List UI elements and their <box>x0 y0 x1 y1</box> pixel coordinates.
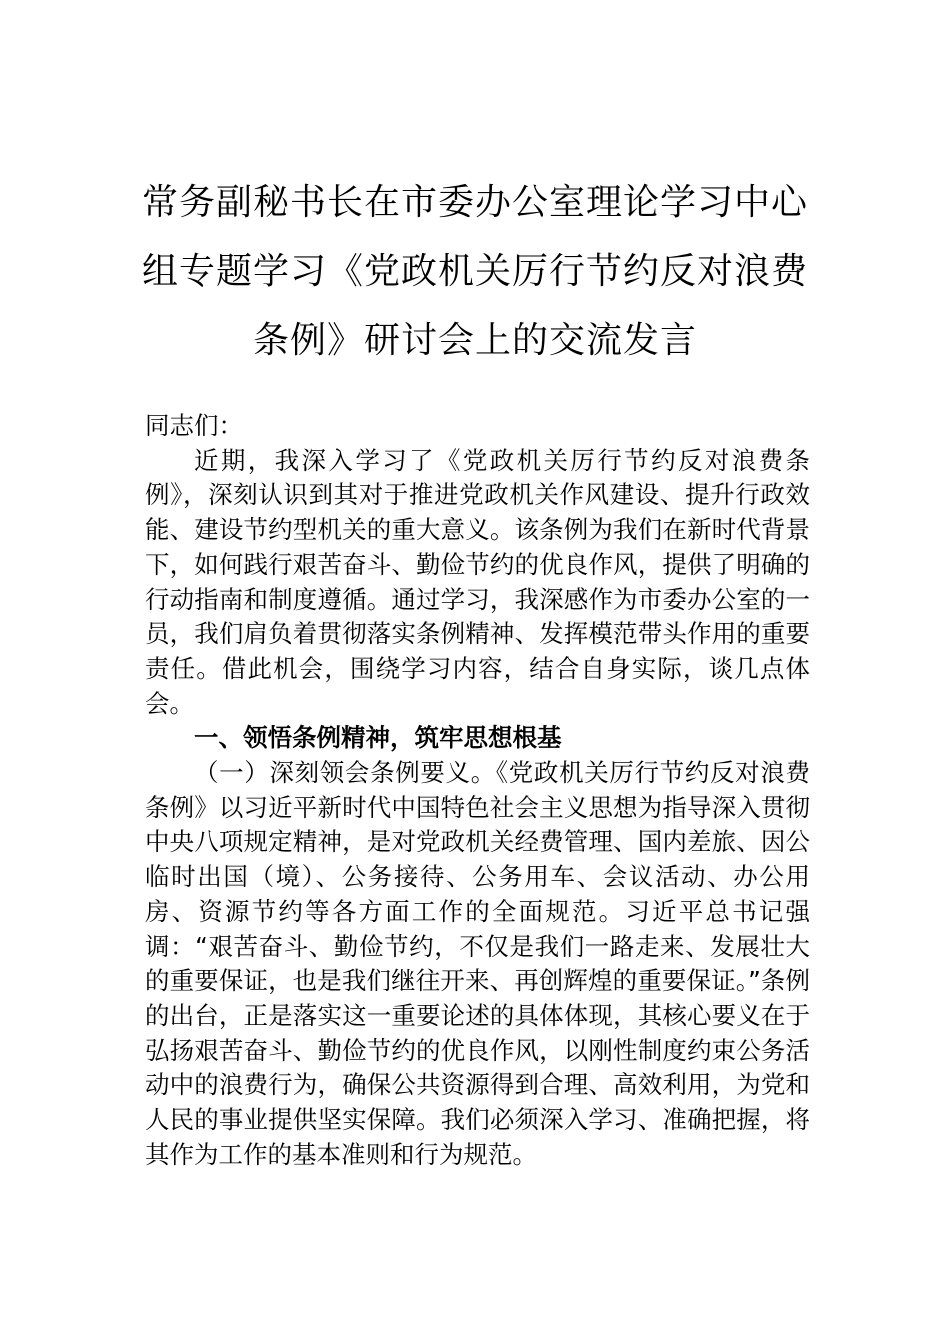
document-body <box>145 409 810 1172</box>
title-line-3: 条例》研讨会上的交流发言 <box>252 320 697 361</box>
title-line-1: 常务副秘书长在市委办公室理论学习中心 <box>141 182 808 223</box>
subsection-paragraph: （一）深刻领会条例要义。《党政机关厉行节约反对浪费条例》以习近平新时代中国特色社会主义思想为指导深入贯彻中央八项规定精神，是对党政机关经费管理、国内差旅、因公临时出国（境）、公务接待、公务用车、会议活动、办公用房、资源节约等各方面工作的全面规范。习近平总书记强调：“艰苦奋斗、勤俭节约，不仅是我们一路走来、发展壮大的重要保证，也是我们继往开来、再创辉煌的重要保证。”条例的出台，正是落实这一重要论述的具体体现，其核心要义在于弘扬艰苦奋斗、勤俭节约的优良作风，以刚性制度约束公务活动中的浪费行为，确保公共资源得到合理、高效利用，为党和人民的事业提供坚实保障。我们必须深入学习、准确把握，将其作为工作的基本准则和行为规范。 <box>145 758 810 1169</box>
document-title <box>140 168 810 375</box>
intro-paragraph: 近期，我深入学习了《党政机关厉行节约反对浪费条例》，深刻认识到其对于推进党政机关作风建设、提升行政效能、建设节约型机关的重大意义。该条例为我们在新时代背景下，如何践行艰苦奋斗、勤俭节约的优良作风，提供了明确的行动指南和制度遵循。通过学习，我深感作为市委办公室的一员，我们肩负着贯彻落实条例精神、发挥模范带头作用的重要责任。借此机会，围绕学习内容，结合自身实际，谈几点体会。 <box>145 445 810 718</box>
title-line-2: 组专题学习《党政机关厉行节约反对浪费 <box>141 251 808 292</box>
salutation: 同志们： <box>145 411 243 440</box>
section-heading: 一、领悟条例精神，筑牢思想根基 <box>194 723 562 753</box>
